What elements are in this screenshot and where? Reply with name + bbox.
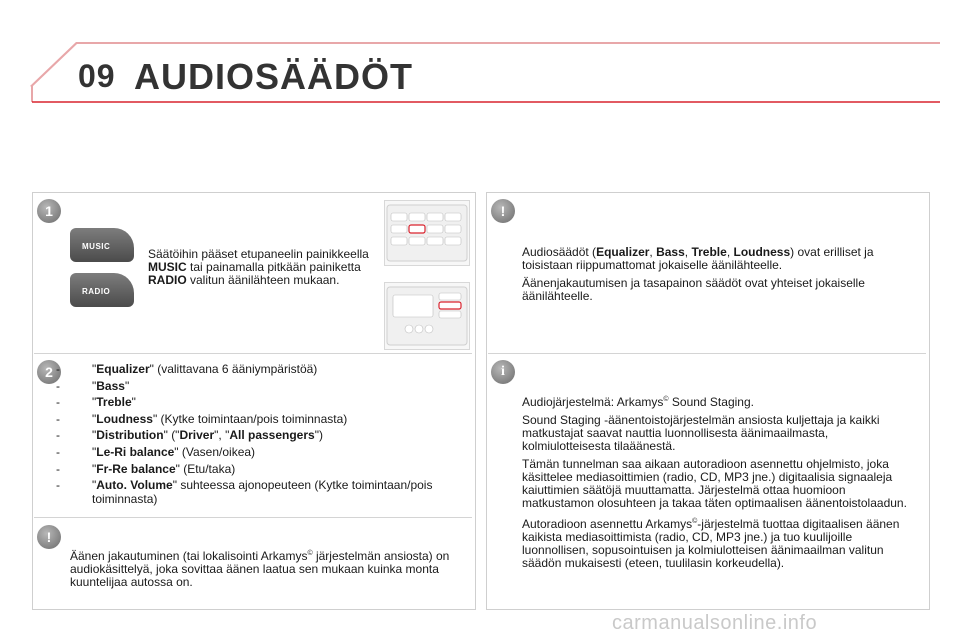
r1b2: Bass (656, 245, 685, 259)
item-desc-3: ") (314, 428, 323, 443)
q: " (92, 478, 97, 493)
copyright-sup: © (307, 550, 313, 557)
item-name: Equalizer (96, 362, 150, 376)
info-badge: i (491, 360, 515, 384)
left-note-text (70, 547, 466, 589)
q: " (92, 395, 97, 410)
right-note-p2: Äänenjakautumisen ja tasapainon säädöt ovat yhteiset jokaiselle äänilähteelle. (522, 276, 865, 303)
page-header (30, 40, 940, 104)
dash: - (56, 428, 60, 443)
dash: - (56, 395, 60, 410)
item-name: Bass (96, 378, 125, 393)
item-name: Distribution (96, 428, 164, 443)
step-2-badge: 2 (37, 360, 61, 384)
dash: - (56, 478, 60, 493)
i1b: Sound Staging. (668, 395, 754, 409)
step-1-text-c: tai painamalla pitkään painiketta (186, 260, 361, 274)
radio-panel-drawing-top (385, 201, 469, 265)
left-separator-2 (34, 517, 472, 518)
music-button-image (70, 228, 134, 262)
radio-panel-image-bottom (384, 282, 470, 350)
step-1-badge: 1 (37, 199, 61, 223)
item-desc: " (Kytke toimintaan/pois toiminnasta) (152, 411, 348, 426)
info-p4 (522, 515, 918, 570)
step-1-radio: RADIO (148, 273, 187, 287)
item-desc: " (valittavana 6 ääniympäristöä) (149, 362, 318, 376)
item-desc: " (" (163, 428, 180, 443)
i4a: Autoradioon asennettu Arkamys (522, 517, 693, 531)
item-desc-2: ", " (214, 428, 230, 443)
list-item (56, 428, 466, 442)
dash: - (56, 461, 60, 476)
left-note-b: järjestelmän ansiosta) on audiokäsittelyä, joka sovittaa äänen laatua sen mukaan kuinka monta kuuntelijaa autossa on. (70, 549, 450, 589)
list-item (56, 462, 466, 476)
item-name: Treble (96, 395, 132, 410)
list-item (56, 395, 466, 409)
item-desc: " suhteessa ajonopeuteen (Kytke toimintaan/pois toiminnasta) (92, 478, 433, 507)
dash: - (56, 411, 60, 426)
i4b: -järjestelmä tuottaa digitaalisen äänen kaikista mediasoittimista (radio, CD, MP3 jne.) ja tuo kuulijoille luonnollisen, sopusointuisen ja kolmiulotteisen äänimaailman valitun säädön mukaisesti (eteen, tuulilasin korkeudella). (522, 517, 900, 570)
q: " (92, 461, 97, 476)
i4sup: © (692, 518, 698, 525)
item-name: Fr-Re balance (96, 461, 176, 476)
item-name: Auto. Volume (96, 478, 173, 493)
q: " (92, 362, 97, 376)
radio-button-label: RADIO (82, 287, 111, 296)
r1s2: , (684, 245, 692, 259)
dash: - (56, 444, 60, 459)
step-1-text-a: Säätöihin pääset etupaneelin painikkeella (148, 247, 369, 261)
item-name-3: All passengers (229, 428, 315, 443)
info-p1 (522, 393, 918, 409)
dash: - (56, 362, 60, 376)
radio-panel-image-top (384, 200, 470, 266)
list-item (56, 379, 466, 393)
step-1-text (148, 248, 378, 287)
audio-settings-list (56, 362, 466, 509)
list-item (56, 478, 466, 506)
list-item (56, 412, 466, 426)
step-1-music: MUSIC (148, 260, 187, 274)
chapter-number: 09 (78, 58, 116, 94)
left-separator-1 (34, 353, 472, 354)
q: " (92, 428, 97, 443)
list-item (56, 445, 466, 459)
r1a: Audiosäädöt ( (522, 245, 597, 259)
step-1-text-e: valitun äänilähteen mukaan. (186, 273, 340, 287)
right-note-p1 (522, 246, 916, 272)
item-name: Loudness (96, 411, 153, 426)
radio-panel-drawing-bottom (385, 283, 469, 349)
item-desc: " (Etu/taka) (175, 461, 236, 476)
i1sup: © (663, 396, 669, 403)
right-separator (488, 353, 926, 354)
item-desc: " (124, 378, 130, 393)
q: " (92, 444, 97, 459)
info-p2: Sound Staging -äänentoistojärjestelmän ansiosta kuljettaja ja kaikki matkustajat saavat nauttia luonnollisesta äänimaailmasta, kolmiulotteisesta tilaäänestä. (522, 413, 880, 453)
warning-badge-left: ! (37, 525, 61, 549)
radio-button-image (70, 273, 134, 307)
r1s1: , (649, 245, 657, 259)
warning-badge-right: ! (491, 199, 515, 223)
q: " (92, 378, 97, 393)
watermark: carmanualsonline.info (612, 612, 818, 634)
info-text (522, 393, 918, 575)
page-title: AUDIOSÄÄDÖT (134, 56, 413, 97)
r1b3: Treble (691, 245, 727, 259)
r1s3: , (726, 245, 734, 259)
r1b1: Equalizer (596, 245, 650, 259)
dash: - (56, 378, 60, 393)
left-note-a: Äänen jakautuminen (tai lokalisointi Arkamys (70, 549, 308, 563)
music-button-label: MUSIC (82, 242, 111, 251)
item-desc: " (Vasen/oikea) (174, 444, 256, 459)
r1b4: Loudness (733, 245, 791, 259)
list-item (56, 362, 466, 376)
right-note-text (522, 246, 916, 308)
item-name: Le-Ri balance (96, 444, 175, 459)
item-name-2: Driver (179, 428, 215, 443)
r1c: ) ovat erilliset ja toisistaan riippumattomat jokaiselle äänilähteelle. (522, 245, 874, 272)
q: " (92, 411, 97, 426)
item-desc: " (131, 395, 136, 410)
info-p3: Tämän tunnelman saa aikaan autoradioon asennettu ohjelmisto, joka käsittelee mediasoittimien (radio, CD, MP3 jne.) digitaalisia signaaleja kaiuttimien säätöjä muuttamatta. Järjestelmä ottaa huomioon matkustamon olosuhteen ja takaa täten optimaalisen äänentoistolaadun. (522, 457, 907, 510)
i1a: Audiojärjestelmä: Arkamys (522, 395, 664, 409)
